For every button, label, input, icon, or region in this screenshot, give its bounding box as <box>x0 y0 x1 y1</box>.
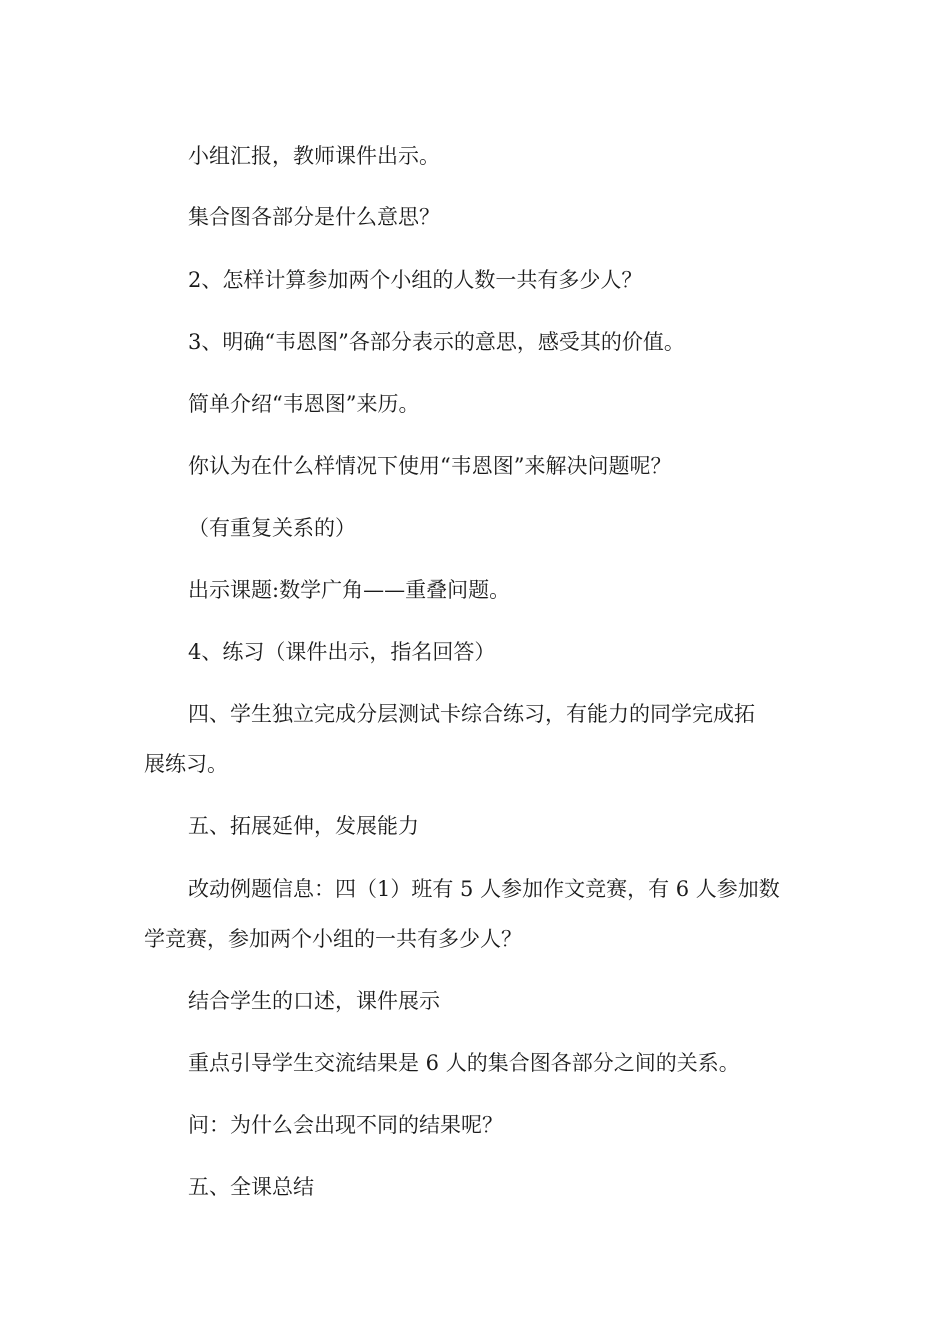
paragraph-set-diagram-question: 集合图各部分是什么意思？ <box>188 205 440 229</box>
paragraph-repeat-relation: （有重复关系的） <box>188 516 356 540</box>
paragraph-lesson-title: 出示课题:数学广角——重叠问题。 <box>188 578 511 602</box>
paragraph-section-5-heading: 五、拓展延伸，发展能力 <box>188 814 419 838</box>
paragraph-venn-history: 简单介绍“韦恩图”来历。 <box>188 392 420 416</box>
paragraph-section-4-line-1: 四、学生独立完成分层测试卡综合练习，有能力的同学完成拓 <box>188 702 755 726</box>
paragraph-section-4-line-2: 展练习。 <box>144 752 228 776</box>
paragraph-student-narration: 结合学生的口述，课件展示 <box>188 989 440 1013</box>
paragraph-step-4-practice: 4、练习（课件出示，指名回答） <box>188 640 496 664</box>
paragraph-why-question: 问：为什么会出现不同的结果呢？ <box>188 1113 503 1137</box>
paragraph-modified-example-line-2: 学竞赛，参加两个小组的一共有多少人？ <box>144 927 522 951</box>
paragraph-step-2: 2、怎样计算参加两个小组的人数一共有多少人？ <box>188 268 643 292</box>
paragraph-venn-usage-question: 你认为在什么样情况下使用“韦恩图”来解决问题呢？ <box>188 454 672 478</box>
paragraph-step-3: 3、明确“韦恩图”各部分表示的意思，感受其的价值。 <box>188 330 685 354</box>
paragraph-summary-heading: 五、全课总结 <box>188 1175 314 1199</box>
paragraph-focus-guidance: 重点引导学生交流结果是 6 人的集合图各部分之间的关系。 <box>188 1051 740 1075</box>
paragraph-modified-example-line-1: 改动例题信息：四（1）班有 5 人参加作文竞赛，有 6 人参加数 <box>188 877 780 901</box>
paragraph-group-report: 小组汇报，教师课件出示。 <box>188 144 440 168</box>
